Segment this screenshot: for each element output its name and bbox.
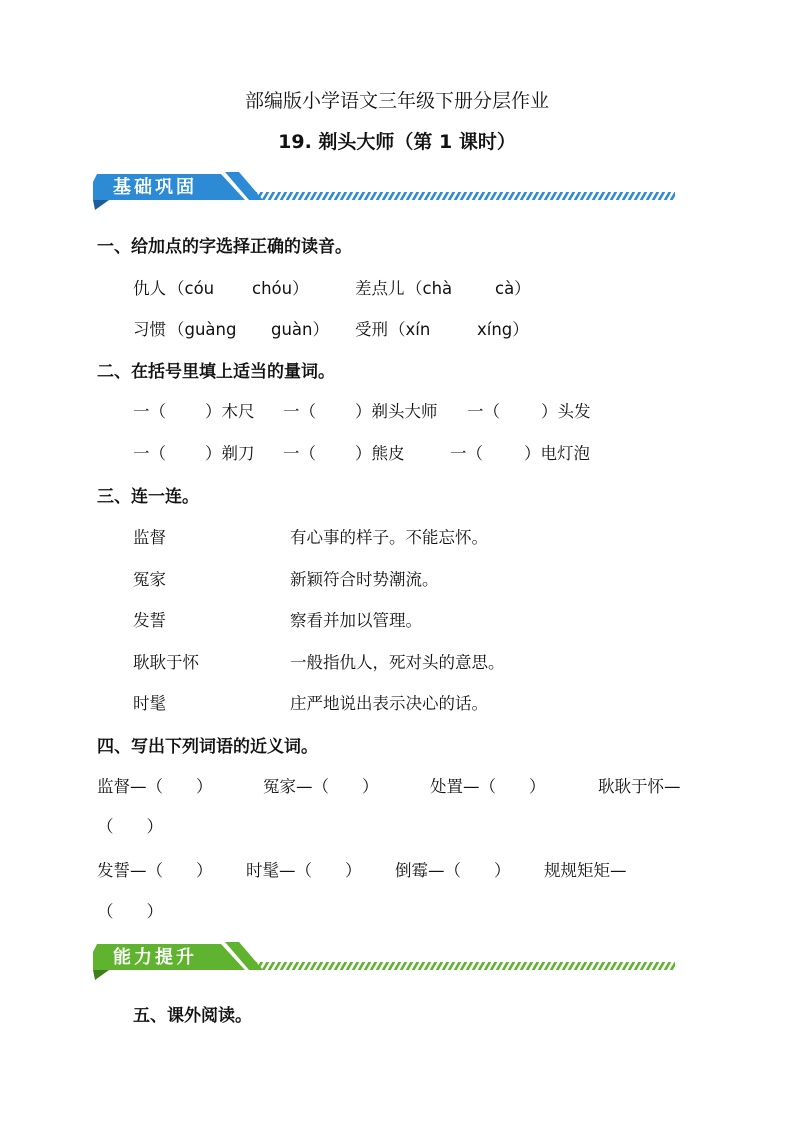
q1-word: 差点儿 [355, 279, 405, 298]
q2-suffix: ）剃刀 [205, 444, 255, 463]
q4-item [97, 857, 213, 881]
q2-prefix: 一（ [450, 444, 483, 463]
q1-option: （guàng [168, 320, 237, 339]
question-1-heading: 一、给加点的字选择正确的读音。 [97, 237, 352, 257]
q3-right-item: 一般指仇人，死对头的意思。 [290, 653, 505, 672]
q4-dash: — [428, 861, 445, 880]
section-banner-basic [93, 170, 681, 216]
q2-suffix: ）熊皮 [355, 444, 405, 463]
question-4-heading: 四、写出下列词语的近义词。 [97, 737, 318, 757]
q1-word: 受刑 [355, 320, 388, 339]
q4-blank: （ ） [479, 777, 546, 796]
q2-suffix: ）剃头大师 [355, 402, 438, 421]
question-2-heading: 二、在括号里填上适当的量词。 [97, 362, 335, 382]
q4-item [246, 857, 362, 881]
q3-left-item: 耿耿于怀 [133, 653, 199, 672]
q4-item [263, 773, 379, 797]
q1-option: （cóu [168, 279, 215, 298]
q3-left-item: 时髦 [133, 694, 166, 713]
q4-dash: — [610, 861, 627, 880]
lesson-title: 19. 剃头大师（第 1 课时） [278, 131, 516, 153]
q3-left-item: 监督 [133, 528, 166, 547]
q4-dash: — [664, 777, 681, 796]
q1-option: chóu） [252, 279, 309, 298]
q4-word: 监督 [97, 777, 130, 796]
q2-suffix: ）木尺 [205, 402, 255, 421]
q4-word: 处置 [430, 777, 463, 796]
q4-dash: — [130, 861, 147, 880]
q3-right-item: 新颖符合时势潮流。 [290, 570, 439, 589]
q4-dash: — [130, 777, 147, 796]
q1-word: 仇人 [133, 279, 166, 298]
q4-blank: （ ） [146, 777, 213, 796]
q4-blank: （ ） [97, 902, 163, 921]
q4-word: 发誓 [97, 861, 130, 880]
q1-option: （xín [389, 320, 431, 339]
question-5-heading: 五、课外阅读。 [133, 1006, 252, 1026]
q4-blank: （ ） [444, 861, 511, 880]
q2-prefix: 一（ [133, 402, 166, 421]
q3-left-item: 冤家 [133, 570, 166, 589]
q3-right-item: 庄严地说出表示决心的话。 [290, 694, 488, 713]
q2-prefix: 一（ [467, 402, 500, 421]
q4-word: 冤家 [263, 777, 296, 796]
q1-option: （chà [406, 279, 453, 298]
q4-dash: — [296, 777, 313, 796]
q4-item-wrapped [598, 773, 681, 797]
q1-word: 习惯 [133, 320, 166, 339]
q3-right-item: 察看并加以管理。 [290, 611, 422, 630]
q4-word: 规规矩矩 [544, 861, 610, 880]
q2-prefix: 一（ [133, 444, 166, 463]
q1-option: guàn） [271, 320, 329, 339]
section-label-ability: 能力提升 [113, 947, 197, 968]
q4-item [430, 773, 546, 797]
q4-word: 时髦 [246, 861, 279, 880]
q2-prefix: 一（ [283, 444, 316, 463]
page-title: 部编版小学语文三年级下册分层作业 [244, 90, 549, 112]
q2-suffix: ）头发 [541, 402, 591, 421]
question-3-heading: 三、连一连。 [97, 487, 199, 507]
q4-item [97, 773, 213, 797]
q4-dash: — [279, 861, 296, 880]
q3-left-item: 发誓 [133, 611, 166, 630]
q4-word: 倒霉 [395, 861, 428, 880]
section-label-basic: 基础巩固 [113, 177, 197, 198]
section-banner-ability [93, 940, 681, 986]
q4-blank: （ ） [97, 817, 163, 836]
q4-dash: — [463, 777, 480, 796]
q1-option: xíng） [477, 320, 529, 339]
q4-blank: （ ） [146, 861, 213, 880]
q1-option: cà） [495, 279, 531, 298]
q4-word: 耿耿于怀 [598, 777, 664, 796]
q4-blank: （ ） [295, 861, 362, 880]
q4-item-wrapped [544, 857, 627, 881]
q4-item [395, 857, 511, 881]
q3-right-item: 有心事的样子。不能忘怀。 [290, 528, 488, 547]
q4-blank: （ ） [312, 777, 379, 796]
q2-prefix: 一（ [283, 402, 316, 421]
q2-suffix: ）电灯泡 [524, 444, 590, 463]
